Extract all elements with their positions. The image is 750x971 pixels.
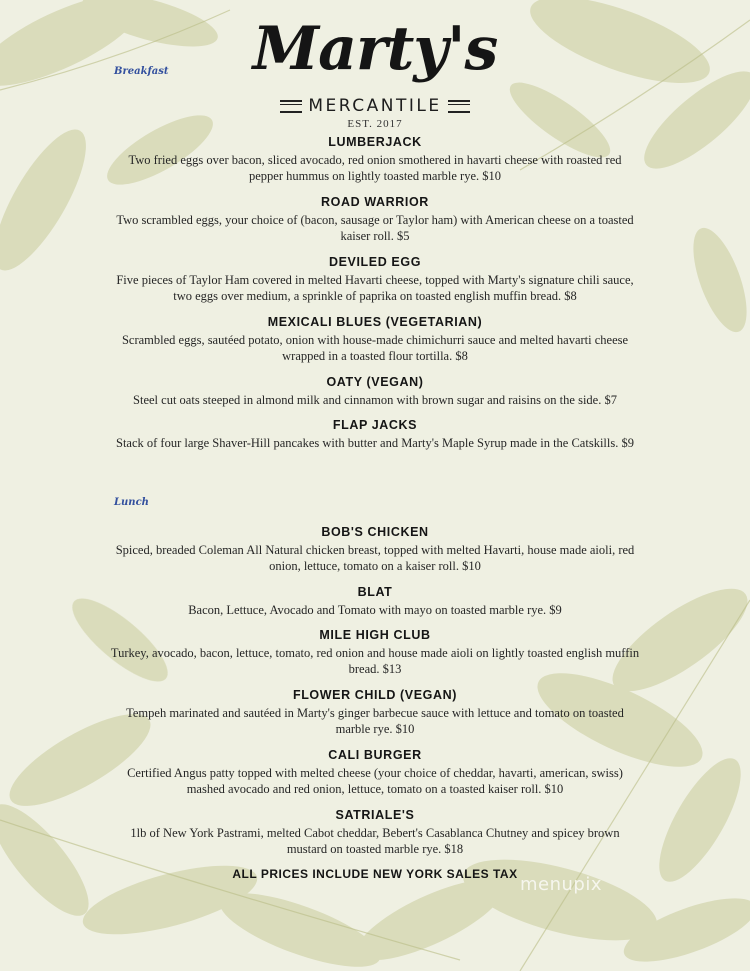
menu-item-name: LUMBERJACK: [328, 135, 422, 149]
menu-item-description: Two fried eggs over bacon, sliced avocado, red onion smothered in havarti cheese with roasted red pepper hummus on lightly toasted marble rye. $10: [128, 153, 622, 183]
logo-established: EST. 2017: [347, 118, 403, 130]
menu-item-name: SATRIALE'S: [335, 808, 415, 822]
logo-word: MERCANTILE: [308, 96, 442, 116]
menu-item-description: Five pieces of Taylor Ham covered in melted Havarti cheese, topped with Marty's signature chili sauce, two eggs over medium, a sprinkle of paprika on toasted english muffin bread. $8: [116, 273, 634, 303]
menu-item-description: Two scrambled eggs, your choice of (bacon, sausage or Taylor ham) with American cheese on a toasted kaiser roll. $5: [116, 213, 634, 243]
section-label-lunch: Lunch: [114, 497, 149, 508]
menu-item-description: 1lb of New York Pastrami, melted Cabot cheddar, Bebert's Casablanca Chutney and spicey brown mustard on toasted marble rye. $18: [130, 826, 620, 856]
sales-tax-note: ALL PRICES INCLUDE NEW YORK SALES TAX: [232, 867, 518, 881]
menu-item-description: Scrambled eggs, sautéed potato, onion with house-made chimichurri sauce and melted havarti cheese wrapped in a toasted flour tortilla. $8: [121, 333, 629, 363]
menu-item-name: CALI BURGER: [328, 748, 422, 762]
section-label-breakfast: Breakfast: [114, 66, 169, 77]
menu-item-name: FLOWER CHILD (VEGAN): [292, 688, 458, 702]
menu-item-name: BOB'S CHICKEN: [321, 525, 429, 539]
menu-item: [110, 808, 640, 857]
menu-item-name: OATY (VEGAN): [326, 375, 424, 389]
menu-item: [110, 255, 640, 304]
logo-script: Marty's: [252, 14, 498, 84]
menu-item-description: Steel cut oats steeped in almond milk and cinnamon with brown sugar and raisins on the side. $7: [133, 393, 617, 407]
menu-item-name: BLAT: [357, 585, 393, 599]
menu-item: [110, 585, 640, 618]
menu-item: [110, 135, 640, 184]
menu-item: [110, 418, 640, 451]
menu-item-description: Turkey, avocado, bacon, lettuce, tomato, red onion and house made aioli on lightly toasted english muffin bread. $13: [110, 646, 640, 676]
menu-item: [110, 315, 640, 364]
menu-item-description: Stack of four large Shaver-Hill pancakes with butter and Marty's Maple Syrup made in the Catskills. $9: [116, 436, 634, 450]
menu-item-name: FLAP JACKS: [332, 418, 418, 432]
logo-rule-right: [448, 100, 470, 113]
menu-item: [110, 688, 640, 737]
watermark-text: menupix: [520, 874, 603, 895]
menu-item-description: Bacon, Lettuce, Avocado and Tomato with mayo on toasted marble rye. $9: [188, 603, 562, 617]
menu-item-description: Tempeh marinated and sautéed in Marty's ginger barbecue sauce with lettuce and tomato on toasted marble rye. $10: [126, 706, 624, 736]
menu-item-description: Certified Angus patty topped with melted cheese (your choice of cheddar, havarti, american, swiss) mashed avocado and red onion, lettuce, tomato on a toasted kaiser roll. $10: [127, 766, 623, 796]
menu-item: [110, 195, 640, 244]
menu-item-description: Spiced, breaded Coleman All Natural chicken breast, topped with melted Havarti, house made aioli, red onion, lettuce, tomato on a kaiser roll. $10: [115, 543, 635, 573]
menu-item: [110, 525, 640, 574]
logo-wordmark: [260, 94, 490, 118]
logo-rule-left: [280, 100, 302, 113]
menu-item: [110, 628, 640, 677]
menu-item-name: ROAD WARRIOR: [321, 195, 429, 209]
menu-item: [110, 748, 640, 797]
menu-item-name: MILE HIGH CLUB: [319, 628, 431, 642]
menu-item-name: MEXICALI BLUES (VEGETARIAN): [267, 315, 483, 329]
menu-item: [110, 375, 640, 408]
menu-item-name: DEVILED EGG: [328, 255, 422, 269]
